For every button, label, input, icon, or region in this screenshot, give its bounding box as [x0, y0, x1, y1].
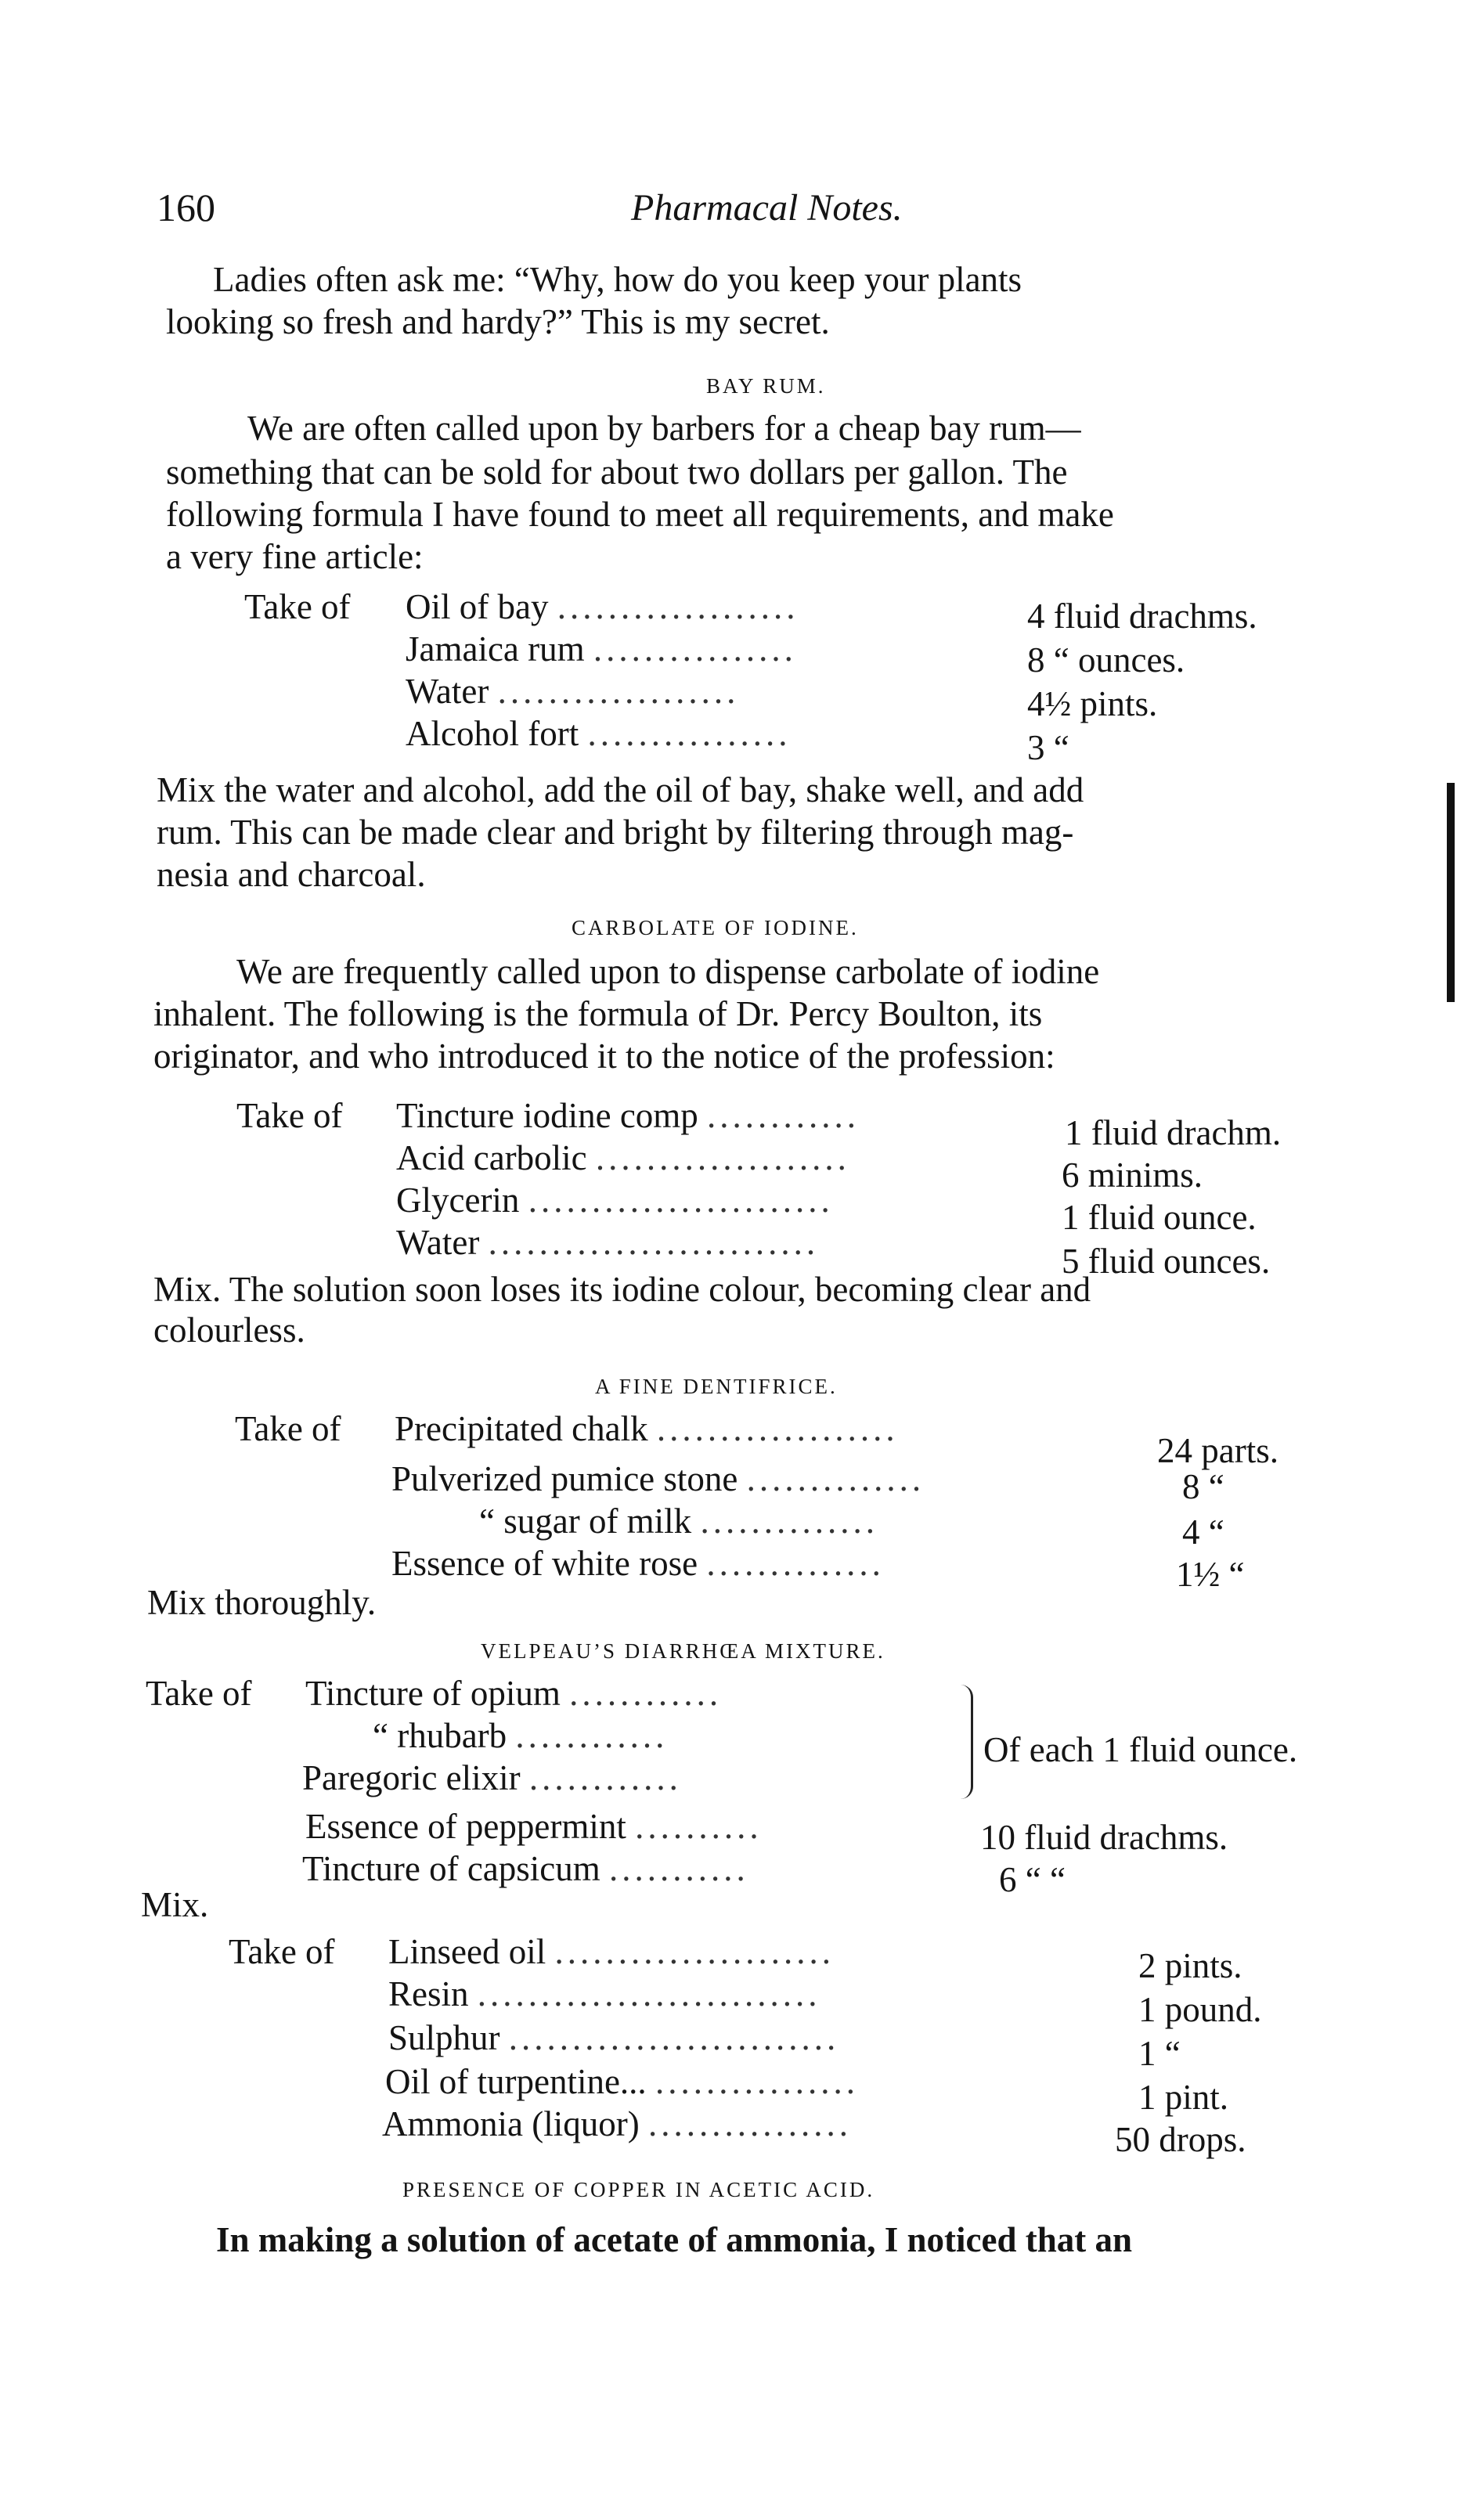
recipe-row [302, 1848, 749, 1890]
recipe-row [406, 670, 739, 712]
ingredient-name: Precipitated chalk [395, 1409, 648, 1448]
ingredient-name: Water [396, 1223, 480, 1262]
recipe-row [391, 1458, 925, 1500]
recipe-row [382, 2103, 852, 2145]
bay-rum-take-of: Take of [244, 587, 351, 626]
ingredient-amount: 24 parts. [1157, 1431, 1278, 1470]
leader-dots: ............ [569, 1674, 723, 1713]
ingredient-name: Oil of turpentine... [385, 2062, 647, 2101]
section-heading-carbolate: CARBOLATE OF IODINE. [572, 916, 859, 939]
carbolate-after-1: Mix. The solution soon loses its iodine colour, becoming clear and [153, 1270, 1091, 1309]
leader-dots: .................... [595, 1138, 850, 1177]
leader-dots: .............. [700, 1502, 878, 1541]
section-heading-bay-rum: BAY RUM. [706, 374, 826, 398]
leader-dots: ........................ [528, 1181, 834, 1220]
leader-dots: .......... [635, 1807, 763, 1846]
ingredient-name: Essence of white rose [391, 1544, 698, 1583]
ingredient-amount: 6 minims. [1062, 1155, 1203, 1195]
bay-rum-after-3: nesia and charcoal. [157, 855, 426, 894]
scan-edge-mark [1447, 783, 1455, 1002]
ingredient-amount: 5 fluid ounces. [1062, 1242, 1271, 1281]
ingredient-amount: 1½ “ [1176, 1555, 1245, 1594]
ingredient-name: Oil of bay [406, 587, 549, 626]
recipe-row [406, 628, 797, 670]
ingredient-name: Pulverized pumice stone [391, 1459, 738, 1498]
ingredient-amount: 4 “ [1182, 1512, 1224, 1552]
ingredient-name: “ sugar of milk [479, 1502, 692, 1541]
ingredient-name: Alcohol fort [406, 714, 579, 753]
ingredient-name: Tincture iodine comp [396, 1096, 698, 1135]
recipe-row [385, 2060, 859, 2103]
running-title: Pharmacal Notes. [631, 187, 903, 229]
ingredient-amount: 8 “ [1182, 1467, 1224, 1506]
recipe-row [388, 1931, 835, 1973]
bay-rum-after-1: Mix the water and alcohol, add the oil of bay, shake well, and add [157, 770, 1084, 809]
ingredient-name: Water [406, 672, 489, 711]
velpeau-after: Mix. [141, 1885, 209, 1924]
ingredient-amount: 1 pint. [1138, 2078, 1229, 2117]
recipe-row [373, 1714, 668, 1757]
ingredient-name: Paregoric elixir [302, 1758, 521, 1797]
recipe-row [406, 586, 799, 628]
ingredient-amount: 4½ pints. [1027, 684, 1158, 723]
ingredient-amount: 3 “ [1027, 728, 1069, 767]
ingredient-amount: 8 “ ounces. [1027, 640, 1185, 680]
ingredient-name: Tincture of capsicum [302, 1849, 600, 1888]
brace-label: Of each 1 fluid ounce. [983, 1730, 1298, 1769]
bay-rum-para-2: something that can be sold for about two dollars per gallon. The [166, 452, 1068, 492]
leader-dots: .......................... [488, 1223, 820, 1262]
ingredient-amount: 1 pound. [1138, 1990, 1262, 2029]
leader-dots: ................... [557, 587, 799, 626]
ingredient-amount: 1 fluid ounce. [1062, 1198, 1257, 1237]
section-heading-dentifrice: A FINE DENTIFRICE. [595, 1375, 838, 1398]
ingredient-name: Resin [388, 1974, 469, 2013]
leader-dots: ........... [609, 1849, 749, 1888]
ingredient-name: Linseed oil [388, 1932, 546, 1971]
bay-rum-para-4: a very fine article: [166, 537, 424, 576]
recipe-row [305, 1805, 763, 1848]
leader-dots: ................ [655, 2062, 859, 2101]
recipe-row [396, 1137, 850, 1179]
curly-brace [954, 1685, 973, 1799]
recipe-row [395, 1408, 899, 1450]
bay-rum-after-2: rum. This can be made clear and bright by filtering through mag- [157, 813, 1074, 852]
carbolate-para-3: originator, and who introduced it to the notice of the profession: [153, 1036, 1055, 1076]
intro-line-1: Ladies often ask me: “Why, how do you keep your plants [213, 260, 1022, 299]
recipe-row [388, 2017, 839, 2059]
ingredient-amount: 4 fluid drachms. [1027, 597, 1257, 636]
page-number: 160 [157, 186, 215, 229]
ingredient-name: “ rhubarb [373, 1716, 507, 1755]
ingredient-amount: 1 “ [1138, 2034, 1181, 2073]
recipe-row [396, 1221, 819, 1264]
ingredient-name: Essence of peppermint [305, 1807, 626, 1846]
ingredient-name: Acid carbolic [396, 1138, 587, 1177]
ingredient-name: Ammonia (liquor) [382, 2104, 640, 2143]
recipe-row [479, 1500, 878, 1542]
ingredient-name: Sulphur [388, 2018, 500, 2057]
leader-dots: ........................... [477, 1974, 821, 2013]
linseed-take-of: Take of [229, 1932, 335, 1971]
leader-dots: ...................... [554, 1932, 835, 1971]
leader-dots: .............. [746, 1459, 925, 1498]
ingredient-amount: 6 “ “ [999, 1860, 1066, 1899]
carbolate-after-2: colourless. [153, 1310, 305, 1350]
leader-dots: ................ [587, 714, 792, 753]
bay-rum-para-1: We are often called upon by barbers for a cheap bay rum— [247, 409, 1081, 448]
leader-dots: .............. [706, 1544, 885, 1583]
recipe-row [396, 1094, 860, 1137]
ingredient-amount: 1 fluid drachm. [1065, 1113, 1282, 1152]
recipe-row [302, 1757, 682, 1799]
ingredient-name: Tincture of opium [305, 1674, 561, 1713]
recipe-row [406, 712, 791, 755]
carbolate-para-1: We are frequently called upon to dispense carbolate of iodine [236, 952, 1100, 991]
copper-line: In making a solution of acetate of ammonia, I noticed that an [216, 2220, 1133, 2259]
ingredient-amount: 50 drops. [1115, 2120, 1246, 2159]
carbolate-para-2: inhalent. The following is the formula of Dr. Percy Boulton, its [153, 994, 1043, 1033]
carbolate-take-of: Take of [236, 1096, 343, 1135]
section-heading-velpeau: VELPEAU’S DIARRHŒA MIXTURE. [481, 1639, 885, 1663]
leader-dots: ............ [528, 1758, 682, 1797]
dentifrice-take-of: Take of [235, 1409, 341, 1448]
leader-dots: ................... [497, 672, 740, 711]
leader-dots: ................ [647, 2104, 852, 2143]
dentifrice-after: Mix thoroughly. [147, 1583, 377, 1622]
intro-line-2: looking so fresh and hardy?” This is my secret. [166, 302, 830, 341]
ingredient-amount: 10 fluid drachms. [980, 1818, 1228, 1857]
leader-dots: .......................... [508, 2018, 840, 2057]
recipe-row [396, 1179, 834, 1221]
leader-dots: ............ [515, 1716, 669, 1755]
ingredient-name: Glycerin [396, 1181, 520, 1220]
ingredient-amount: 2 pints. [1138, 1946, 1242, 1985]
leader-dots: ................... [656, 1409, 899, 1448]
recipe-row [305, 1672, 722, 1714]
section-heading-copper: PRESENCE OF COPPER IN ACETIC ACID. [402, 2178, 875, 2201]
bay-rum-para-3: following formula I have found to meet all requirements, and make [166, 495, 1114, 534]
leader-dots: ............ [707, 1096, 860, 1135]
velpeau-take-of: Take of [146, 1674, 252, 1713]
ingredient-name: Jamaica rum [406, 629, 585, 669]
recipe-row [391, 1542, 885, 1584]
recipe-row [388, 1973, 821, 2015]
leader-dots: ................ [593, 629, 797, 669]
